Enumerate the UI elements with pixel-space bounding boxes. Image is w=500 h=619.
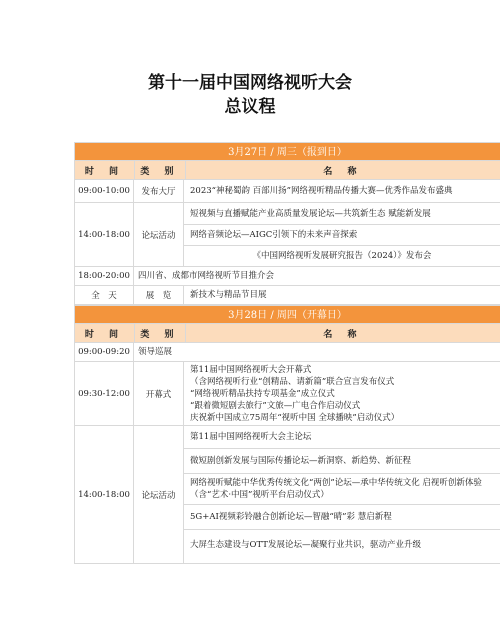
- page-subtitle: 总议程: [224, 97, 276, 117]
- col-time-header: 时 间: [75, 161, 135, 179]
- row-time: 09:00-09:20: [75, 343, 134, 361]
- col-type-header: 类 别: [135, 324, 186, 342]
- row-item: 微短剧创新发展与国际传播论坛—新洞察、新趋势、新征程: [184, 448, 500, 473]
- row-type: 论坛活动: [134, 426, 184, 563]
- col-time-header: 时 间: [75, 324, 135, 342]
- row-time: 14:00-18:00: [75, 203, 134, 266]
- col-type-header: 类 别: [135, 161, 186, 179]
- day-header-1: 3月27日 / 周三（报到日）: [74, 142, 500, 161]
- table-row: [74, 343, 500, 362]
- row-item: 大屏生态建设与OTT发展论坛—凝聚行业共识，驱动产业升级: [184, 529, 500, 560]
- row-item: 短视频与直播赋能产业高质量发展论坛—共筑新生态 赋能新发展: [190, 208, 431, 219]
- col-name-header: 名 称: [323, 329, 363, 340]
- row-type: 发布大厅: [134, 180, 184, 202]
- row-item: 《中国网络视听发展研究报告（2024）》发布会: [184, 245, 500, 266]
- page-title: 第十一届中国网络视听大会: [148, 73, 352, 93]
- table-row: [74, 362, 500, 426]
- opening-line: （含网络视听行业“创精品、请新篇”联合宣言发布仪式: [190, 376, 395, 387]
- table-row: [74, 286, 500, 305]
- opening-ceremony-details: [184, 362, 500, 425]
- row-item: 第11届中国网络视听大会主论坛: [190, 432, 312, 442]
- opening-line: “跟着微短剧去旅行”文旅—广电合作启动仪式: [190, 400, 361, 411]
- row-time: 14:00-18:00: [75, 426, 134, 563]
- row-type: 论坛活动: [134, 203, 184, 266]
- row-time: 18:00-20:00: [75, 267, 134, 285]
- column-header-row-2: [74, 324, 500, 343]
- table-row: [74, 203, 500, 267]
- table-row: [74, 267, 500, 286]
- table-row: [74, 426, 500, 564]
- row-item: 2023“神秘蜀韵 百部川扬”网络视听精品传播大赛—优秀作品发布盛典: [190, 186, 453, 196]
- day-header-2: 3月28日 / 周四（开幕日）: [74, 305, 500, 324]
- row-time: 全 天: [75, 286, 134, 304]
- row-item: 网络音频论坛—AIGC引领下的未来声音探索: [184, 224, 500, 245]
- opening-line: “网络视听精品扶持专项基金”成立仪式: [190, 388, 335, 399]
- schedule-table: [74, 142, 500, 564]
- row-type: 展 览: [134, 286, 184, 304]
- row-item: 领导巡展: [138, 347, 173, 357]
- col-name-header: 名 称: [323, 166, 363, 177]
- row-time: 09:30-12:00: [75, 362, 134, 425]
- row-item: 四川省、成都市网络视听节目推介会: [138, 271, 275, 281]
- row-type: 开幕式: [134, 362, 184, 425]
- column-header-row-1: [74, 161, 500, 180]
- row-item: 新技术与精品节目展: [190, 290, 267, 300]
- row-item: 网络视听赋能中华优秀传统文化“两创”论坛—承中华传统文化 启视听创新体验（含“艺术·中国”视听平台启动仪式）: [184, 473, 500, 504]
- table-row: [74, 180, 500, 203]
- opening-line: 第11届中国网络视听大会开幕式: [190, 364, 312, 375]
- row-item: 5G+AI视频彩铃融合创新论坛—智融“晴”彩 慧启新程: [184, 504, 500, 529]
- row-time: 09:00-10:00: [75, 180, 134, 202]
- opening-line: 庆祝新中国成立75周年“视听中国 全球播映”启动仪式）: [190, 412, 400, 423]
